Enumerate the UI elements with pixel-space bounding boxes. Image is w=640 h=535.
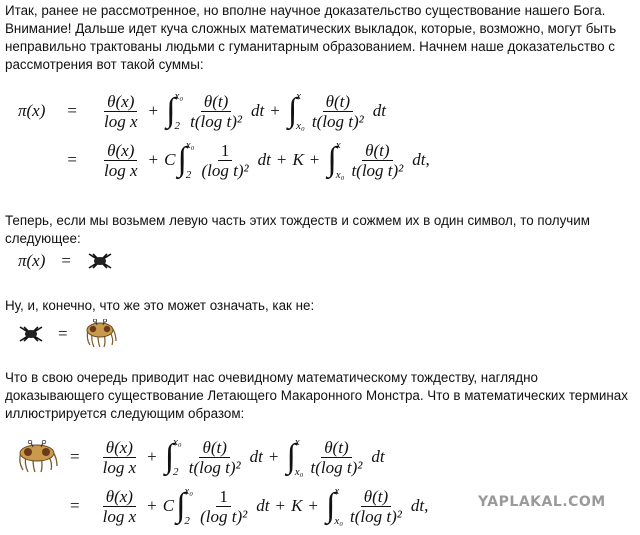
integral: ∫ x₀ 2 [166,90,184,132]
flying-spaghetti-monster-icon [14,440,60,474]
paragraph-2: Теперь, если мы возьмем левую часть этих тождеств и сожмем их в один символ, то получим следующее: [5,213,590,246]
equation-row-3: = $\frac{\theta(x)}{\text{log x}}$ + ∫ x₀ 2 $\frac{\theta(t)}{\text{t(log t)²}}$ dt + ∫ x x₀ $\frac{\theta(t)}{\text{t(log t)²}}$ dt [14,435,385,479]
integral: ∫ x₀ 2 [176,485,194,527]
integral: ∫ x x₀ [326,485,344,527]
equation-row-4: = $\frac{\theta(x)}{\text{log x}}$ + C ∫ x₀ 2 $\frac{1}{\text{(log t)²}}$ dt + K + ∫ x x₀ $\frac{\theta(t)}{\text{t(log t)²}}$ dt , [70,485,429,527]
integral: ∫ x₀ 2 [164,436,182,478]
integral: ∫ x x₀ [287,90,305,132]
equals-sign: = [67,101,77,120]
integral: ∫ x x₀ [327,139,345,181]
paragraph-4: Что в свою очередь приводит нас очевидному математическому тождеству, наглядно доказывающего существование Летающего Макаронного Монстра. Что в математических терминах иллюстрируется следующим образом: [5,370,628,421]
equation-row-2: = $\frac{\theta(x)}{\text{log x}}$ + C ∫ x₀ 2 $\frac{1}{\text{(log t)²}}$ dt + K + ∫ x x₀ $\frac{\theta(t)}{\text{t(log t)²}}$ dt , [67,139,430,181]
paragraph-3: Ну, и, конечно, что же это может означать, как не: [5,298,315,313]
lhs-pi-x: π(x) [18,101,46,120]
integral: ∫ x₀ 2 [177,139,195,181]
small-fsm-symbol-icon [87,252,113,270]
flying-spaghetti-monster-icon [82,319,118,349]
integral: ∫ x x₀ [286,436,304,478]
intro-paragraph: Итак, ранее не рассмотренное, но вполне научное доказательство существование нашего Бога. Внимание! Дальше идет куча сложных математических выкладок, которые, возможно, могут быть неправильно трактованы людьми с гуманитарным образованием. Начнем наше доказательство с рассмотрения вот такой суммы: [5,3,617,72]
equation-fsm-equals-monster: = [18,319,118,349]
small-fsm-symbol-icon [18,325,44,343]
equation-row-1: π(x) = $\frac{\theta(x)}{\text{log x}}$ + ∫ x₀ 2 $\frac{\theta(t)}{\text{t(log t)²}}$ dt + ∫ x x₀ $\frac{\theta(t)}{\text{t(log t)²}}$ dt [18,90,386,132]
site-watermark: YAPLAKAL.COM [478,494,606,510]
fraction-theta-over-log: $\frac{\theta(x)}{\text{log x}}$ [103,91,138,131]
equation-pi-equals-fsm: π(x) = [18,248,113,274]
